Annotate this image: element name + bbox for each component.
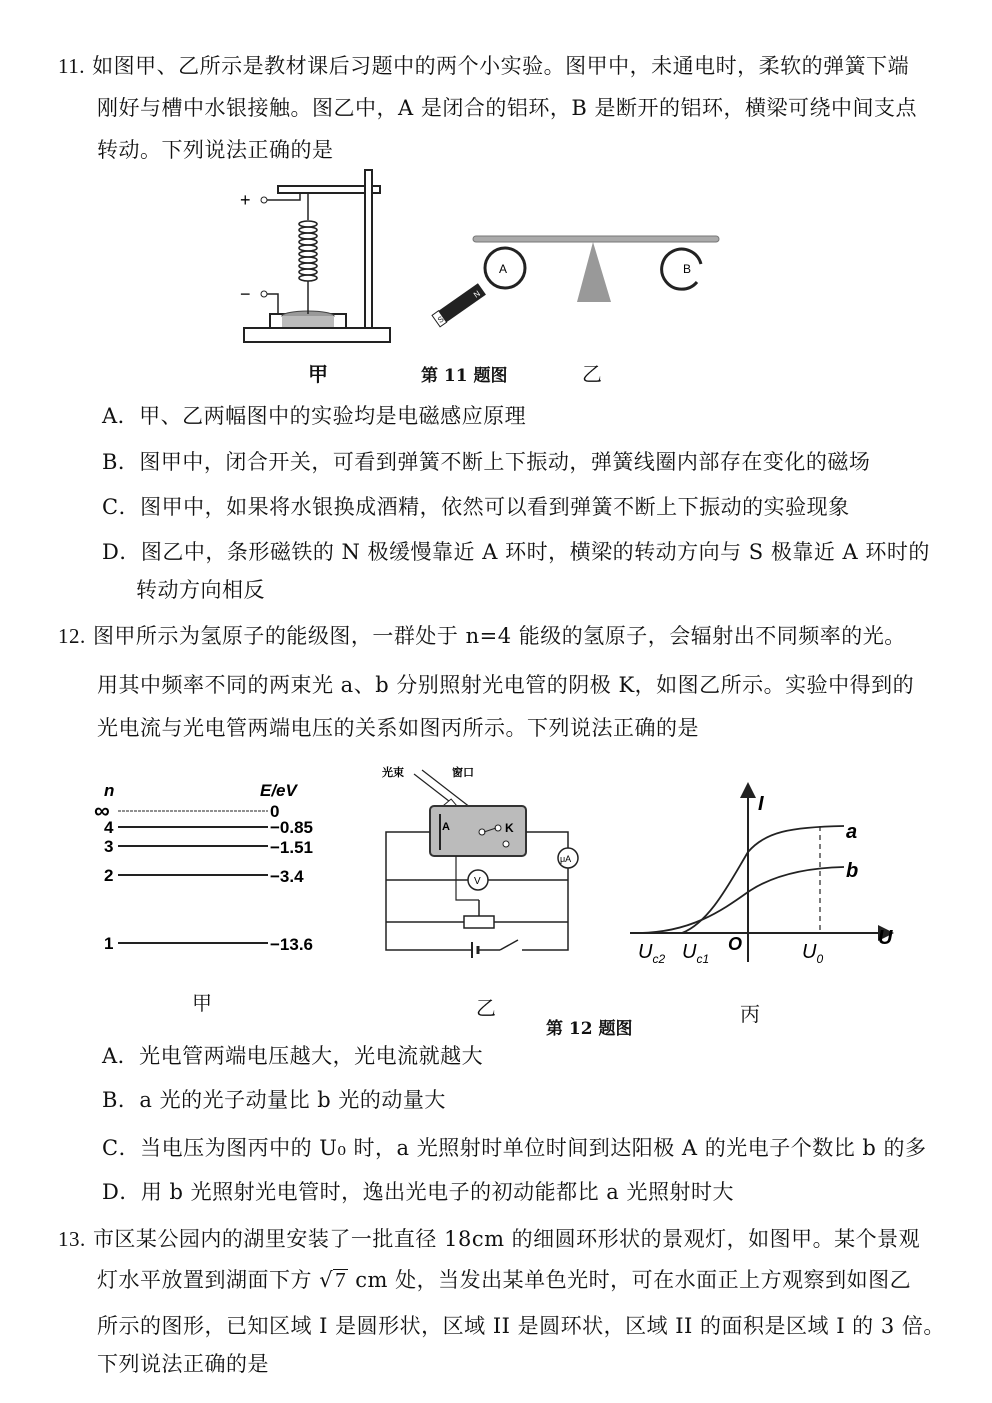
q13-line-1 bbox=[58, 1225, 920, 1253]
curve-b bbox=[640, 867, 844, 933]
magnet-s-label: S bbox=[435, 314, 446, 325]
q11-line-1 bbox=[58, 52, 909, 80]
q12-option-d: D．用 b 光照射光电管时，逸出光电子的初动能都比 a 光照射时大 bbox=[102, 1180, 734, 1204]
microammeter-label: μA bbox=[560, 854, 572, 864]
fig12-yi-label: 乙 bbox=[476, 996, 496, 1020]
q11-stem-1: 如图甲、乙所示是教材课后习题中的两个小实验。图甲中，未通电时，柔软的弹簧下端 bbox=[92, 54, 910, 78]
q12-option-b: B．a 光的光子动量比 b 光的动量大 bbox=[102, 1088, 446, 1112]
light-beam-label: 光束 bbox=[382, 767, 404, 779]
q11-option-d-cont: 转动方向相反 bbox=[136, 578, 265, 602]
iu-graph bbox=[630, 782, 906, 972]
minus-terminal-label: − bbox=[240, 284, 251, 304]
energy-level-diagram bbox=[90, 774, 330, 964]
window-label: 窗口 bbox=[452, 767, 474, 779]
sqrt-sign: √ bbox=[319, 1268, 334, 1292]
q13-stem-2-post: cm 处，当发出某单色光时，可在水面正上方观察到如图乙 bbox=[355, 1268, 912, 1292]
fig11-yi-label: 乙 bbox=[582, 362, 602, 386]
level-inf-e: 0 bbox=[270, 802, 280, 821]
anode-label: A bbox=[442, 821, 450, 833]
plus-terminal-label: + bbox=[240, 190, 251, 210]
fig11-jia-label: 甲 bbox=[308, 362, 328, 386]
q11-option-a: A．甲、乙两幅图中的实验均是电磁感应原理 bbox=[102, 404, 527, 428]
q13-number: 13. bbox=[58, 1227, 86, 1251]
photoelectric-circuit bbox=[372, 760, 587, 970]
origin-label: O bbox=[728, 934, 743, 954]
q12-line-1 bbox=[58, 622, 906, 650]
q11-option-c: C．图甲中，如果将水银换成酒精，依然可以看到弹簧不断上下振动的实验现象 bbox=[102, 495, 850, 519]
q13-stem-3: 所示的图形，已知区域 I 是圆形状，区域 II 是圆环状，区域 II 的面积是区域 I 的 3 倍。 bbox=[97, 1314, 945, 1338]
ring-b-label: B bbox=[683, 262, 692, 276]
level-inf-n: ∞ bbox=[94, 798, 110, 823]
cathode-label: K bbox=[505, 821, 514, 835]
n-header: n bbox=[104, 781, 115, 800]
q12-number: 12. bbox=[58, 624, 86, 648]
bar-magnet bbox=[432, 283, 486, 327]
level-4-e: −0.85 bbox=[270, 818, 314, 837]
level-3-e: −1.51 bbox=[270, 838, 314, 857]
q12-stem-3: 光电流与光电管两端电压的关系如图丙所示。下列说法正确的是 bbox=[97, 716, 699, 740]
q13-stem-1: 市区某公园内的湖里安装了一批直径 18cm 的细圆环形状的景观灯，如图甲。某个景观 bbox=[92, 1227, 921, 1251]
u0-label: $U_0$ bbox=[802, 941, 824, 966]
q12-stem-2: 用其中频率不同的两束光 a、b 分别照射光电管的阴极 K，如图乙所示。实验中得到的 bbox=[97, 673, 915, 697]
q11-option-d: D．图乙中，条形磁铁的 N 极缓慢靠近 A 环时，横梁的转动方向与 S 极靠近 A 环时的 bbox=[102, 540, 930, 564]
uc1-label: $U_{c1}$ bbox=[682, 941, 710, 966]
e-header: E/eV bbox=[260, 781, 297, 800]
uc2-label: $U_{c2}$ bbox=[638, 941, 666, 966]
fig12-jia-label: 甲 bbox=[192, 991, 212, 1015]
voltmeter-label: V bbox=[474, 876, 481, 887]
q11-stem-3: 转动。下列说法正确的是 bbox=[97, 138, 334, 162]
q12-option-a: A．光电管两端电压越大，光电流就越大 bbox=[102, 1044, 484, 1068]
q11-stem-2: 刚好与槽中水银接触。图乙中，A 是闭合的铝环，B 是断开的铝环，横梁可绕中间支点 bbox=[97, 96, 917, 120]
level-2-e: −3.4 bbox=[270, 867, 304, 886]
q12-option-c: C．当电压为图丙中的 U₀ 时，a 光照射时单位时间到达阳极 A 的光电子个数比 b 的多 bbox=[102, 1136, 927, 1160]
level-1-e: −13.6 bbox=[270, 935, 314, 954]
level-3-n: 3 bbox=[104, 837, 114, 856]
q11-option-b: B．图甲中，闭合开关，可看到弹簧不断上下振动，弹簧线圈内部存在变化的磁场 bbox=[102, 450, 871, 474]
level-2-n: 2 bbox=[104, 866, 114, 885]
i-axis-label: I bbox=[758, 793, 764, 815]
q13-stem-4: 下列说法正确的是 bbox=[97, 1352, 269, 1376]
level-4-n: 4 bbox=[104, 818, 114, 837]
q11-figure-yi bbox=[425, 228, 725, 338]
u-axis-label: U bbox=[878, 927, 893, 949]
fig12-caption: 第 12 题图 bbox=[546, 1019, 633, 1039]
q12-stem-1: 图甲所示为氢原子的能级图，一群处于 n=4 能级的氢原子，会辐射出不同频率的光。 bbox=[92, 624, 906, 648]
level-1-n: 1 bbox=[104, 934, 114, 953]
q13-stem-2 bbox=[97, 1266, 911, 1294]
q13-stem-2-pre: 灯水平放置到湖面下方 bbox=[97, 1268, 312, 1292]
fig12-bing-label: 丙 bbox=[740, 1002, 760, 1026]
magnet-n-label: N bbox=[472, 288, 482, 300]
q11-figure-jia bbox=[230, 168, 400, 348]
ring-a-label: A bbox=[499, 262, 508, 276]
sqrt-radicand: 7 bbox=[335, 1268, 347, 1292]
fig11-caption: 第 11 题图 bbox=[421, 366, 508, 386]
q11-number: 11. bbox=[58, 54, 85, 78]
curve-b-label: b bbox=[846, 860, 859, 882]
curve-a-label: a bbox=[846, 821, 858, 843]
